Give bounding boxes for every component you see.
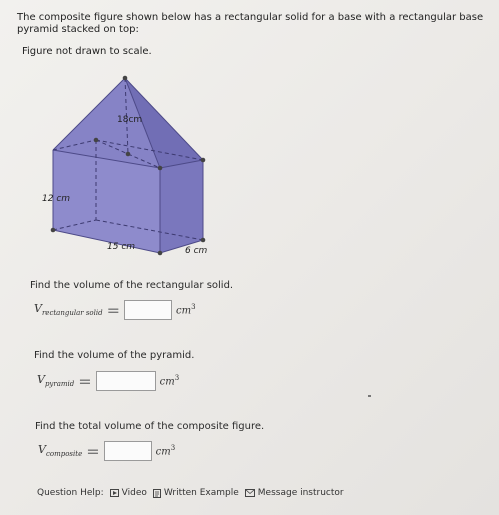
unit-cubic-cm: $cm^3$	[155, 444, 176, 458]
variable-v-rect: $V_{rectangular solid}$	[34, 302, 103, 318]
equals-sign: =	[106, 300, 121, 320]
answer-row-rectangular-solid	[34, 300, 196, 320]
vertex-bottom-front	[158, 251, 163, 256]
written-example-link[interactable]	[153, 488, 239, 498]
variable-v-pyramid: $V_{pyramid}$	[37, 373, 75, 389]
vertex-back-top-right	[201, 158, 206, 163]
variable-v-composite: $V_{composite}$	[38, 443, 83, 459]
composite-figure	[40, 58, 230, 263]
figure-note: Figure not drawn to scale.	[22, 46, 152, 57]
document-icon	[153, 489, 161, 498]
vertex-front-top-right	[158, 166, 163, 171]
video-link[interactable]	[110, 488, 147, 498]
question-help-bar	[37, 488, 344, 498]
text-cursor-mark	[368, 395, 371, 397]
equals-sign: =	[86, 441, 100, 461]
question-rectangular-solid: Find the volume of the rectangular solid.	[30, 280, 234, 291]
video-link-label: Video	[121, 488, 147, 498]
composite-figure-svg	[40, 58, 230, 263]
label-box-length: 15 cm	[107, 242, 136, 252]
answer-input-pyramid[interactable]	[96, 371, 156, 391]
answer-input-rectangular-solid[interactable]	[124, 300, 172, 320]
question-pyramid: Find the volume of the pyramid.	[34, 350, 195, 361]
vertex-base-center	[126, 152, 131, 157]
question-composite: Find the total volume of the composite figure.	[35, 421, 265, 432]
envelope-icon	[245, 489, 255, 497]
answer-row-pyramid	[37, 371, 179, 391]
answer-input-composite[interactable]	[104, 441, 152, 461]
message-instructor-link[interactable]	[245, 488, 344, 498]
question-help-label: Question Help:	[37, 488, 104, 498]
video-icon	[110, 489, 119, 497]
equals-sign: =	[78, 371, 92, 391]
answer-row-composite	[38, 441, 175, 461]
written-example-label: Written Example	[163, 488, 239, 498]
vertex-bottom-back-right	[201, 238, 206, 243]
label-pyramid-height: 18cm	[117, 115, 143, 125]
label-box-height: 12 cm	[42, 194, 71, 204]
box-side-face	[160, 160, 203, 253]
vertex-apex	[123, 76, 128, 81]
unit-cubic-cm: $cm^3$	[176, 303, 196, 317]
vertex-back-top	[94, 138, 99, 143]
message-instructor-label: Message instructor	[257, 488, 344, 498]
vertex-bottom-left	[51, 228, 56, 233]
label-box-width: 6 cm	[185, 246, 208, 256]
problem-statement: The composite figure shown below has a rectangular solid for a base with a rectangular base pyramid stacked on top:	[17, 12, 484, 35]
unit-cubic-cm: $cm^3$	[159, 374, 180, 388]
